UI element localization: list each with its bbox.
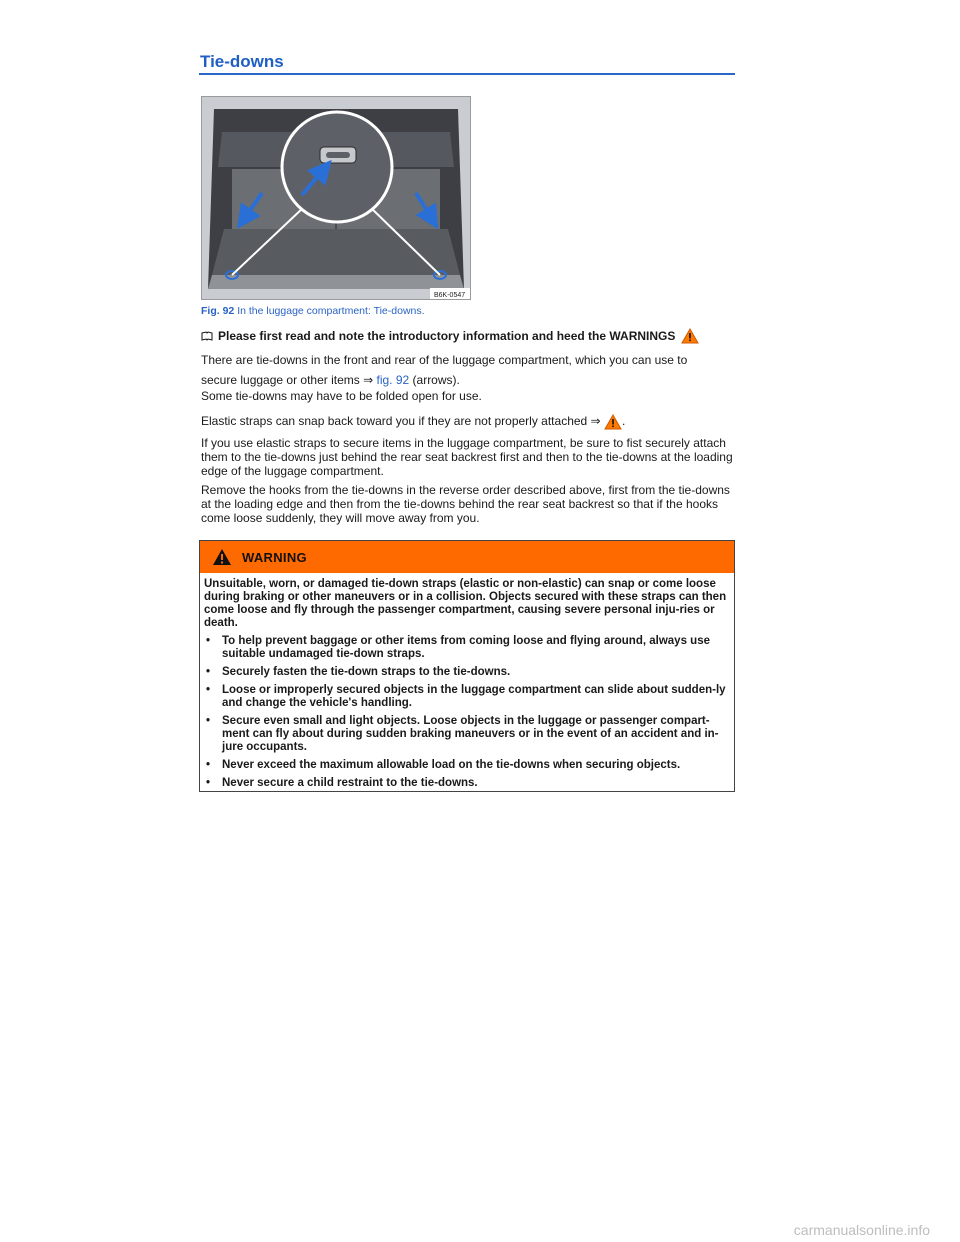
warning-header	[200, 541, 734, 573]
paragraph-remove-order: Remove the hooks from the tie-downs in the reverse order described above, first from the tie-downs at the loading edge and then from the tie-downs behind the rear seat backrest so that if the hooks come loose suddenly, they will move away from you.	[201, 483, 730, 525]
figure-caption-text: In the luggage compartment: Tie-downs.	[237, 305, 425, 317]
paragraph-tie-downs-location: There are tie-downs in the front and rear of the luggage compartment, which you can use to secure luggage or other items ⇒ fig. 92 (arrows).	[201, 353, 688, 387]
title-rule	[199, 73, 735, 75]
book-icon	[201, 331, 213, 341]
paragraph-attach-order: If you use elastic straps to secure items in the luggage compartment, be sure to fist securely attach them to the tie-downs just behind the rear seat backrest first and then to the tie-downs at the loading edge of the luggage compartment.	[201, 436, 733, 478]
warning-bullet: • Never secure a child restraint to the tie-downs.	[206, 777, 478, 789]
warning-label: WARNING	[242, 549, 307, 565]
warning-triangle-icon	[681, 328, 699, 344]
warning-triangle-icon	[212, 548, 232, 566]
warning-bullet: • Secure even small and light objects. Loose objects in the luggage or passenger compart-ment can fly about during sudden braking maneuvers or in the event of an accident and in-jure occupants.	[206, 715, 719, 753]
warning-box	[199, 540, 735, 792]
warning-intro: Unsuitable, worn, or damaged tie-down straps (elastic or non-elastic) can snap or come loose during braking or other maneuvers or in a collision. Objects secured with these straps can then come loose and fly through the passenger compartment, causing severe personal inju-ries or death.	[204, 578, 727, 629]
figure-caption	[201, 305, 425, 317]
paragraph-fold-open: Some tie-downs may have to be folded open for use.	[201, 389, 482, 403]
intro-text: Please first read and note the introductory information and heed the WARNINGS	[218, 329, 676, 343]
warning-bullet: • To help prevent baggage or other items from coming loose and flying around, always use suitable undamaged tie-down straps.	[206, 635, 710, 660]
luggage-compartment-figure	[201, 96, 471, 300]
warning-bullet: • Never exceed the maximum allowable load on the tie-downs when securing objects.	[206, 759, 681, 771]
warning-list	[204, 635, 729, 790]
section-title: Tie-downs	[200, 52, 284, 71]
warning-bullet: • Securely fasten the tie-down straps to the tie-downs.	[206, 666, 511, 678]
warning-body	[200, 573, 734, 790]
warning-bullet: • Loose or improperly secured objects in the luggage compartment can slide about sudden-ly and change the vehicle's handling.	[206, 684, 726, 709]
fig-92-link[interactable]: fig. 92	[376, 373, 410, 387]
figure-number: Fig. 92	[201, 305, 235, 317]
figure-code: B6K-0547	[434, 292, 466, 299]
warning-triangle-icon[interactable]	[604, 414, 622, 430]
intro-line	[201, 328, 699, 344]
watermark: carmanualsonline.info	[793, 1222, 930, 1238]
paragraph-elastic-straps: Elastic straps can snap back toward you if they are not properly attached ⇒ .	[201, 414, 626, 429]
